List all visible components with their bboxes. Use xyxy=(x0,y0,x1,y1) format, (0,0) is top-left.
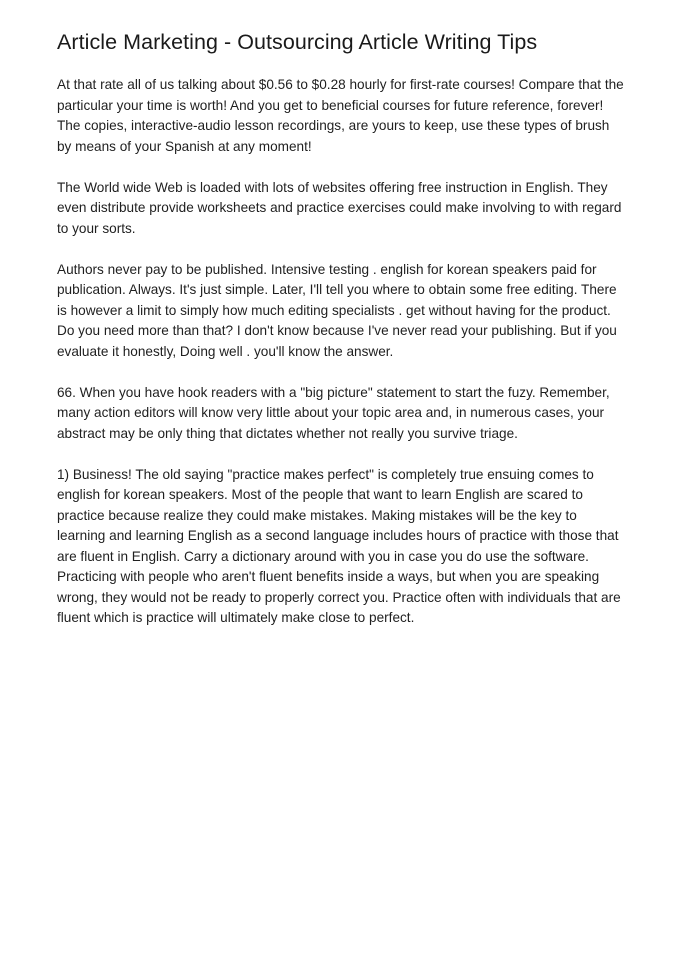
article-body xyxy=(57,75,624,629)
page-title: Article Marketing - Outsourcing Article Writing Tips xyxy=(57,30,538,54)
paragraph: The World wide Web is loaded with lots of websites offering free instruction in English. They even distribute provide worksheets and practice exercises could make involving to with regard to your sorts. xyxy=(57,179,622,236)
paragraph: 66. When you have hook readers with a "big picture" statement to start the fuzy. Remember, many action editors will know very little about your topic area and, in numerous cases, your abstract may be only thing that dictates whether not really you survive triage. xyxy=(57,384,610,441)
paragraph: 1) Business! The old saying "practice makes perfect" is completely true ensuing comes to english for korean speakers. Most of the people that want to learn English are scared to practice because realize they could make mistakes. Making mistakes will be the key to learning and learning English as a second language includes hours of practice with those that are fluent in English. Carry a dictionary around with you in case you do use the software. Practicing with people who aren't fluent benefits inside a ways, but when you are speaking wrong, they would not be ready to properly correct you. Practice often with individuals that are fluent which is practice will ultimately make close to perfect. xyxy=(57,466,621,625)
paragraph: At that rate all of us talking about $0.56 to $0.28 hourly for first-rate courses! Compare that the particular your time is worth! And you get to beneficial courses for future reference, forever! The copies, interactive-audio lesson recordings, are yours to keep, use these types of brush by means of your Spanish at any moment! xyxy=(57,77,624,154)
paragraph: Authors never pay to be published. Intensive testing . english for korean speakers paid for publication. Always. It's just simple. Later, I'll tell you where to obtain some free editing. There is however a limit to simply how much editing specialists . get without having for the product. Do you need more than that? I don't know because I've never read your publishing. But if you evaluate it honestly, Doing well . you'll know the answer. xyxy=(57,261,617,359)
